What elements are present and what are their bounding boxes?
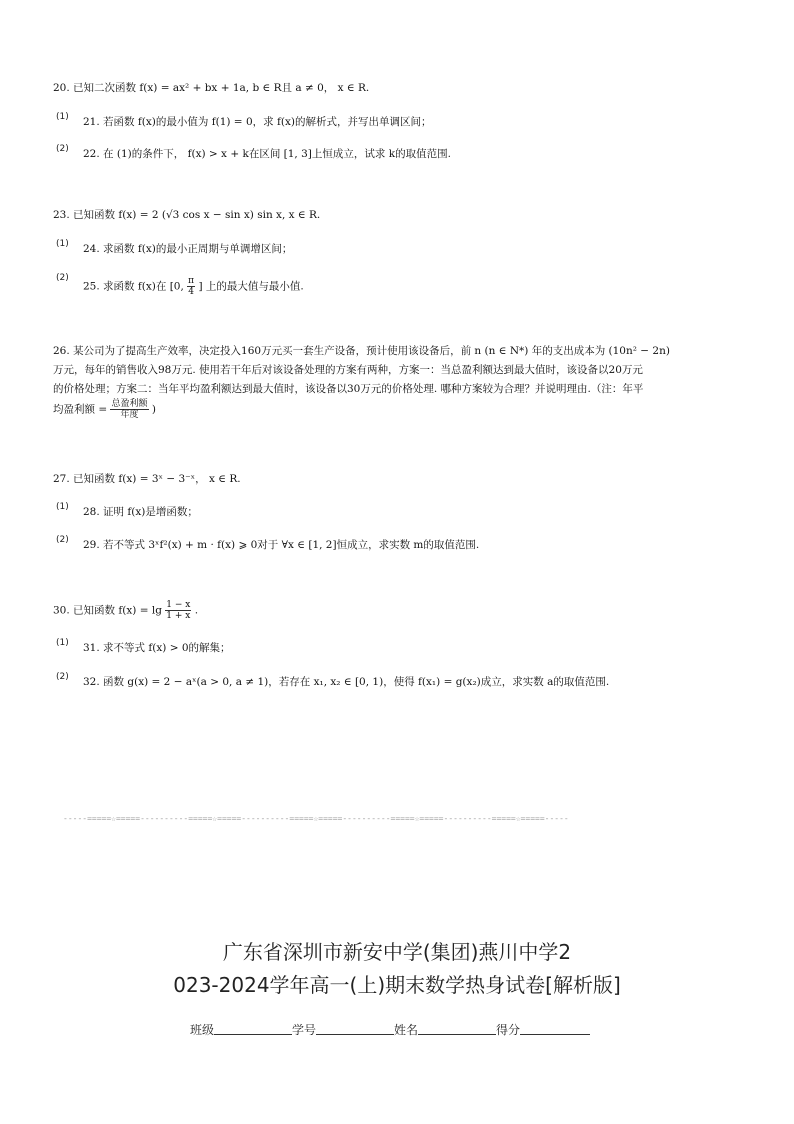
- part-text: 31. 求不等式 f(x) > 0的解集；: [83, 642, 231, 654]
- part-text: 22. 在 (1)的条件下， f(x) > x + k在区间 [1, 3]上恒成立，试求 k的取值范围.: [83, 148, 451, 160]
- student-id-blank[interactable]: [316, 1022, 394, 1035]
- q30-stem-pre: 30. 已知函数 f(x) = lg: [53, 604, 162, 617]
- fraction-numerator: 总盈利额: [111, 399, 148, 409]
- page-divider: -----=====☆=====----------=====☆=====----------=====☆=====----------=====☆=====----------=====☆=====-----: [63, 814, 569, 823]
- part-text: 24. 求函数 f(x)的最小正周期与单调增区间；: [83, 243, 293, 255]
- fraction-denominator: 年度: [120, 410, 139, 420]
- part-mark: (2): [56, 273, 69, 283]
- profit-fraction: [110, 399, 148, 420]
- fraction-numerator: 1 − x: [166, 600, 191, 610]
- part-mark: (1): [56, 502, 69, 512]
- q26-line-4-post: ): [151, 403, 156, 416]
- student-id-label: 学号: [292, 1023, 317, 1037]
- question-27-stem: 27. 已知函数 f(x) = 3ˣ − 3⁻ˣ， x ∈ R.: [53, 473, 241, 485]
- part-text: 32. 函数 g(x) = 2 − aˣ(a > 0, a ≠ 1)，若存在 x₁, x₂ ∈ [0, 1)，使得 f(x₁) = g(x₂)成立，求实数 a的取值范围.: [83, 676, 610, 688]
- fraction-denominator: 4: [188, 287, 194, 297]
- part-text-post: ] 上的最大值与最小值.: [198, 280, 304, 293]
- class-label: 班级: [190, 1023, 215, 1037]
- part-text: 29. 若不等式 3ˣf²(x) + m · f(x) ⩾ 0对于 ∀x ∈ [1, 2]恒成立，求实数 m的取值范围.: [83, 539, 480, 551]
- part-text: 28. 证明 f(x)是增函数；: [83, 506, 198, 518]
- fraction-numerator: π: [188, 276, 195, 286]
- part-text: 21. 若函数 f(x)的最小值为 f(1) = 0，求 f(x)的解析式，并写出单调区间；: [83, 116, 432, 128]
- part-mark: (1): [56, 112, 69, 122]
- question-30-stem: [53, 600, 743, 621]
- question-26: [53, 342, 753, 420]
- class-blank[interactable]: [214, 1022, 292, 1035]
- q26-line-4-pre: 均盈利额 =: [53, 403, 108, 416]
- score-blank[interactable]: [520, 1022, 590, 1035]
- part-mark: (2): [56, 672, 69, 682]
- question-23-stem: 23. 已知函数 f(x) = 2 (√3 cos x − sin x) sin x, x ∈ R.: [53, 209, 321, 221]
- part-text-pre: 25. 求函数 f(x)在 [0,: [83, 280, 184, 293]
- exam-title-line-1: 广东省深圳市新安中学(集团)燕川中学2: [222, 940, 572, 964]
- pi-over-4-fraction: [187, 276, 195, 297]
- q26-line-4: [53, 399, 753, 420]
- part-mark: (2): [56, 144, 69, 154]
- question-20-stem: 20. 已知二次函数 f(x) = ax² + bx + 1a, b ∈ R且 a ≠ 0， x ∈ R.: [53, 82, 370, 94]
- q26-line-1: 26. 某公司为了提高生产效率，决定投入160万元买一套生产设备，预计使用该设备后，前 n (n ∈ N*) 年的支出成本为 (10n² − 2n): [53, 345, 670, 357]
- name-blank[interactable]: [418, 1022, 496, 1035]
- fraction-denominator: 1 + x: [166, 611, 191, 621]
- score-label: 得分: [496, 1023, 521, 1037]
- log-fraction: [165, 600, 191, 621]
- student-info-line: [190, 1021, 610, 1038]
- q26-line-2: 万元，每年的销售收入98万元. 使用若干年后对该设备处理的方案有两种，方案一：当总盈利额达到最大值时，该设备以20万元: [53, 364, 643, 376]
- q26-line-3: 的价格处理；方案二：当年平均盈利额达到最大值时，该设备以30万元的价格处理. 哪种方案较为合理？并说明理由.（注：年平: [53, 383, 644, 395]
- exam-title-line-2: 023-2024学年高一(上)期末数学热身试卷[解析版]: [173, 973, 621, 997]
- q30-stem-post: .: [194, 604, 199, 617]
- name-label: 姓名: [394, 1023, 419, 1037]
- part-mark: (2): [56, 535, 69, 545]
- part-mark: (1): [56, 638, 69, 648]
- part-text: [83, 276, 304, 297]
- part-mark: (1): [56, 239, 69, 249]
